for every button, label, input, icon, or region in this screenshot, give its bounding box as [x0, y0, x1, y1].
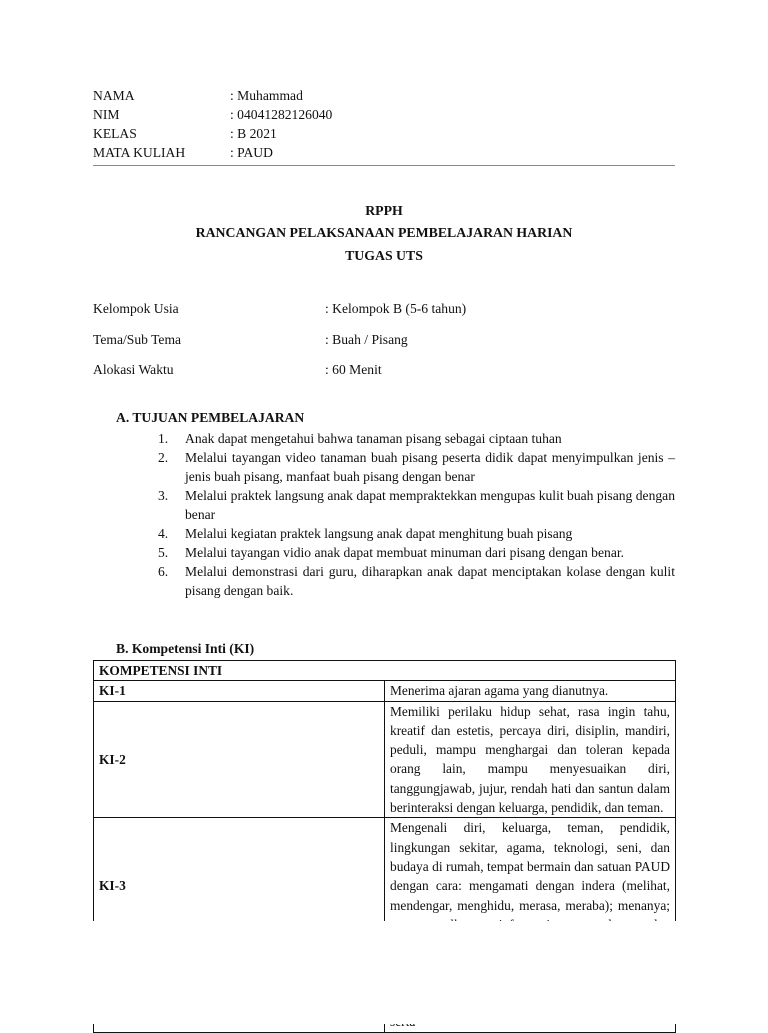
ki-description: Mengenali diri, keluarga, teman, pendidik, lingkungan sekitar, agama, teknologi, seni, dan budaya di rumah, tempat bermain dan satuan PAUD dengan cara: mengamati dengan indera (melihat, mendengar, menghidu, merasa, meraba); menanya; — [385, 818, 676, 954]
course-label: MATA KULIAH — [93, 145, 186, 160]
list-number: 3. — [158, 488, 169, 503]
list-text: Anak dapat mengetahui bahwa tanaman pisang sebagai ciptaan tuhan — [185, 431, 562, 446]
table-header-row — [94, 661, 676, 681]
age-group-value: : Kelompok B (5-6 tahun) — [325, 301, 467, 316]
name-label: NAMA — [93, 88, 135, 103]
list-text: Melalui demonstrasi dari guru, diharapkan anak dapat menciptakan kolase dengan kulit pisang dengan baik. — [185, 564, 675, 598]
name-value: : Muhammad — [230, 88, 303, 103]
class-value: : B 2021 — [230, 126, 277, 141]
list-number: 1. — [158, 431, 169, 446]
doc-title-full: RANCANGAN PELAKSANAAN PEMBELAJARAN HARIAN — [195, 225, 573, 240]
table-row — [94, 701, 676, 818]
section-b-heading: B. Kompetensi Inti (KI) — [116, 641, 255, 656]
list-item — [158, 429, 675, 448]
section-a-heading: A. TUJUAN PEMBELAJARAN — [116, 410, 305, 425]
page-bottom-margin — [0, 921, 768, 1024]
theme-label: Tema/Sub Tema — [93, 332, 182, 347]
learning-goals-list — [158, 429, 675, 600]
table-header: KOMPETENSI INTI — [94, 661, 676, 681]
time-label: Alokasi Waktu — [93, 362, 174, 377]
class-label: KELAS — [93, 126, 137, 141]
header-divider — [93, 165, 675, 166]
list-text: Melalui praktek langsung anak dapat mempraktekkan mengupas kulit buah pisang dengan benar — [185, 488, 675, 522]
ki-code: KI-2 — [94, 701, 385, 818]
ki-code: KI-1 — [94, 681, 385, 701]
course-value: : PAUD — [230, 145, 273, 160]
list-number: 5. — [158, 545, 169, 560]
list-text: Melalui tayangan video tanaman buah pisang peserta didik dapat menyimpulkan jenis – jenis buah pisang, manfaat buah pisang dengan benar — [185, 450, 675, 484]
ki-description: Memiliki perilaku hidup sehat, rasa ingin tahu, kreatif dan estetis, percaya diri, disiplin, mandiri, peduli, mampu menghargai dan toleran kepada orang lain, mampu menyesuaikan diri, tanggungjawab, jujur, rendah hati dan santun dalam berinteraksi dengan keluarga, pendidik, dan teman. — [385, 701, 676, 818]
list-text: Melalui kegiatan praktek langsung anak dapat menghitung buah pisang — [185, 526, 573, 541]
ki-description: Menerima ajaran agama yang dianutnya. — [385, 681, 676, 701]
nim-value: : 04041282126040 — [230, 107, 333, 122]
list-item — [158, 524, 675, 543]
list-text: Melalui tayangan vidio anak dapat membuat minuman dari pisang dengan benar. — [185, 545, 625, 560]
list-number: 6. — [158, 564, 169, 579]
doc-subtitle: TUGAS UTS — [345, 248, 423, 263]
ki-code: KI-3 — [94, 818, 385, 954]
table-row — [94, 681, 676, 701]
list-item — [158, 562, 675, 600]
doc-title-rpph: RPPH — [365, 203, 403, 218]
list-item — [158, 486, 675, 524]
theme-value: : Buah / Pisang — [325, 332, 408, 347]
list-number: 4. — [158, 526, 169, 541]
list-item — [158, 448, 675, 486]
list-number: 2. — [158, 450, 169, 465]
time-value: : 60 Menit — [325, 362, 382, 377]
nim-label: NIM — [93, 107, 120, 122]
age-group-label: Kelompok Usia — [93, 301, 179, 316]
list-item — [158, 543, 675, 562]
